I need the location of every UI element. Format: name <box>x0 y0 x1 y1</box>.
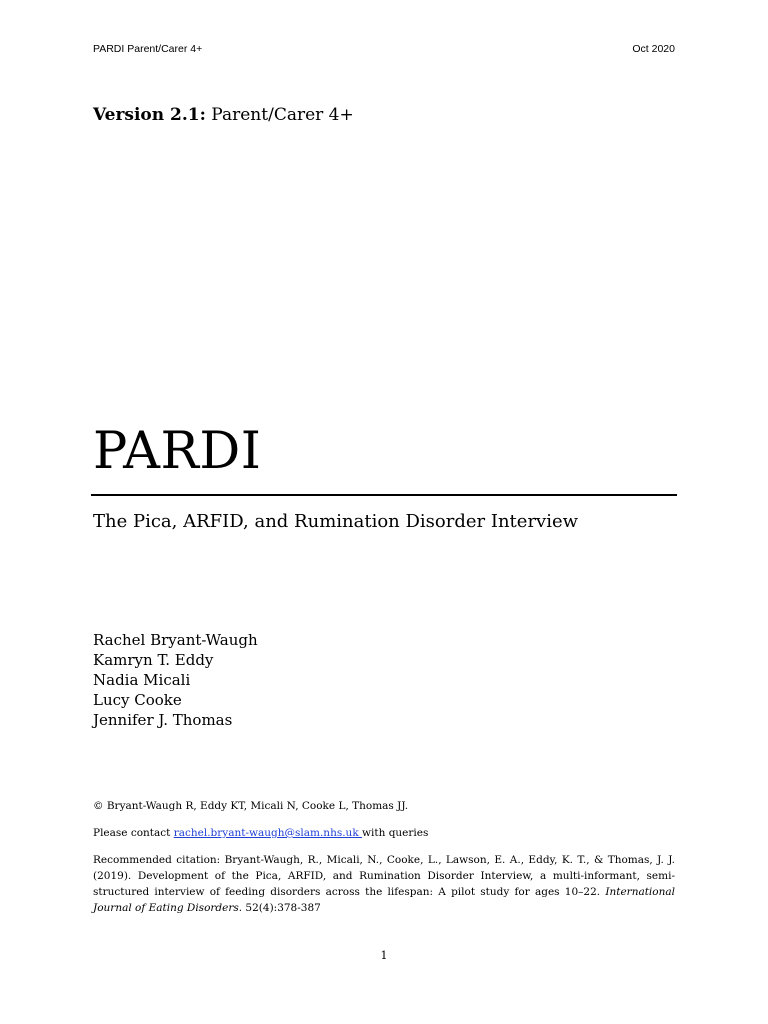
document-subtitle: The Pica, ARFID, and Rumination Disorder Interview <box>93 511 579 532</box>
citation-volume: . 52(4):378-387 <box>238 902 321 914</box>
contact-prefix: Please contact <box>93 827 174 839</box>
citation-journal: International Journal of Eating Disorders <box>93 886 675 914</box>
contact-email-link[interactable]: rachel.bryant-waugh@slam.nhs.uk <box>173 827 363 839</box>
author-name: Rachel Bryant-Waugh <box>93 631 258 649</box>
version-line <box>93 104 354 126</box>
author-name: Jennifer J. Thomas <box>93 711 233 729</box>
page-number: 1 <box>380 949 388 962</box>
document-title: PARDI <box>93 422 262 481</box>
copyright-notice: © Bryant-Waugh R, Eddy KT, Micali N, Cooke L, Thomas JJ. <box>93 800 409 812</box>
recommended-citation <box>93 852 675 916</box>
author-name: Lucy Cooke <box>93 691 182 709</box>
contact-line <box>93 825 675 841</box>
running-header-title: PARDI Parent/Carer 4+ <box>93 43 203 55</box>
version-label: Version 2.1: <box>93 105 206 125</box>
author-name: Nadia Micali <box>93 671 191 689</box>
contact-suffix: with queries <box>362 827 429 839</box>
version-text: Parent/Carer 4+ <box>205 105 354 125</box>
author-name: Kamryn T. Eddy <box>93 651 214 669</box>
citation-text: Recommended citation: Bryant-Waugh, R., Micali, N., Cooke, L., Lawson, E. A., Eddy, K. T., & Thomas, J. J. (2019). Development of the Pica, ARFID, and Rumination Disorder Interview, a multi-informant, semi-structured interview of feeding disorders across the lifespan: A pilot study for ages 10–22. <box>93 854 675 898</box>
running-header-date: Oct 2020 <box>632 43 675 55</box>
author-list <box>93 630 258 730</box>
title-divider <box>91 494 677 496</box>
